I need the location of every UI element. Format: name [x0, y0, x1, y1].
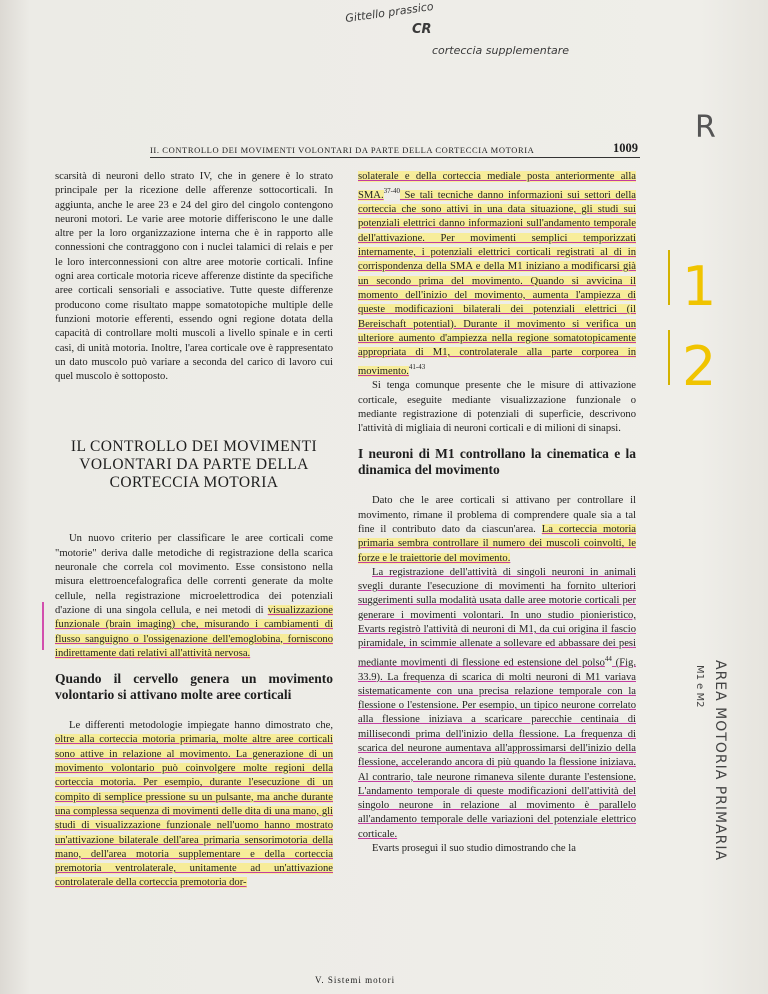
- running-header: II. CONTROLLO DEI MOVIMENTI VOLONTARI DA PARTE DELLA CORTECCIA MOTORIA: [150, 145, 640, 158]
- paragraph: [55, 719, 333, 891]
- page-number: 1009: [613, 141, 638, 155]
- underlined-text: La registrazione dell'attività di singoli neuroni in animali svegli durante l'esecuzione di movimenti ha fornito ulteriori suggerimenti sulla modalità usata dalle aree motorie corticali per generare i movimenti volontari. In uno studio pionieristico, Evarts registrò l'attività di neuroni di M1, da cui origina il fascio piramidale, in scimmie allenate a sollevare ed abbassare dei pesi mediante movimenti di flessione ed estensione del polso: [358, 566, 636, 669]
- paragraph: Evarts proseguì il suo studio dimostrando che la: [372, 843, 576, 855]
- text-run: Un nuovo criterio per classificare le aree corticali come "motorie" deriva dalle metodiche di registrazione della scarica neuronale che correla col movimento. Esse consistono nella misura elettroencefalografica delle correnti generate da molte cellule, nella registrazione microelettrodica dei potenziali d'azione di una singola cellula, e nei metodi di: [55, 533, 333, 616]
- citation: 44: [604, 654, 612, 663]
- paragraph: [358, 170, 636, 379]
- handwritten-mark-two: 2: [682, 335, 717, 398]
- highlighted-text: Se tali tecniche danno informazioni sui settori della corteccia che sono attivi in una data situazione, gli studi sui potenziali elettrici danno informazioni sull'andamento temporale dell'attivazione. Per movimenti semplici temporizzati internamente, i potenziali elettrici corticali registrati al di in corrispondenza della SMA e della M1 iniziano a modificarsi già un secondo prima del movimento. Quando si avvicina il momento dell'inizio del movimento, aumenta l'ampiezza di queste modificazioni bilaterali dei potenziali elettrici (il Bereischaft potential). Durante il movimento si verifica un ulteriore aumento d'ampiezza nella regione somatotopicamente appropriata di M1, controlaterale alla parte corporea in movimento.: [358, 189, 636, 377]
- margin-line: [42, 602, 44, 650]
- handwritten-mark-one: 1: [682, 255, 717, 318]
- handwritten-abbrev: CR: [412, 22, 432, 37]
- paragraph: Si tenga comunque presente che le misure di attivazione corticale, eseguite mediante visualizzazione funzionale o mediante registrazione di potenziali di superficie, descrivono l'attività di migliaia di neuroni corticali e di milioni di sinapsi.: [358, 380, 636, 435]
- margin-line-yellow-2: [668, 330, 670, 385]
- highlighted-text: solaterale e della corteccia mediale posta anteriormente alla SMA.: [358, 171, 636, 201]
- highlighted-text: visualizzazione funzionale (brain imaging) che, misurando i cambiamenti di flusso sanguigno o l'ossigenazione dell'emoglobina, forniscono indirettamente dati relativi all'attività nervosa.: [55, 604, 333, 659]
- subheading: I neuroni di M1 controllano la cinematica e la dinamica del movimento: [358, 446, 636, 478]
- citation: 37-40: [383, 187, 400, 196]
- text-run: Dato che le aree corticali si attivano per controllare il movimento, rimane il problema di comprendere quale sia a tal fine il contributo dato da ciascun'area.: [358, 495, 636, 535]
- highlighted-text: oltre alla corteccia motoria primaria, molte altre aree corticali sono attive in relazione al movimento. La generazione di un movimento volontario può coinvolgere molte regioni della corteccia motoria. Per esempio, durante l'esecuzione di un compito di semplice pressione su un pulsante, ma anche durante una complessa sequenza di movimenti delle dita di una mano, gli studi di visualizzazione funzionale nell'uomo hanno mostrato un'attivazione bilaterale dell'area primaria sensorimotoria della mano, dell'area motoria supplementare e della corteccia premotoria ventrolaterale, unitamente ad un'attivazione controlaterale della corteccia premotoria dor-: [55, 734, 333, 889]
- handwritten-side-note: AREA MOTORIA PRIMARIA: [712, 660, 728, 862]
- text-run: Le differenti metodologie impiegate hanno dimostrato che,: [69, 720, 333, 732]
- subheading: Quando il cervello genera un movimento volontario si attivano molte aree corticali: [55, 671, 333, 703]
- page-footer: V. Sistemi motori: [315, 975, 396, 985]
- paragraph: [55, 532, 333, 661]
- paragraph: [358, 566, 636, 842]
- margin-line-yellow: [668, 250, 670, 305]
- left-column: [55, 170, 333, 891]
- handwritten-letter-r: R: [695, 110, 716, 145]
- section-title: IL CONTROLLO DEI MOVIMENTI VOLONTARI DA PARTE DELLA CORTECCIA MOTORIA: [70, 438, 318, 492]
- citation: 41-43: [408, 363, 426, 372]
- paragraph: [358, 494, 636, 565]
- paragraph: scarsità di neuroni dello strato IV, che in genere è lo strato principale per la ricezione delle afferenze sottocorticali. In aggiunta, anche le aree 23 e 24 del giro del cingolo contengono neuroni motori. Le varie aree motorie differiscono le une dalle altre per la loro organizzazione interna che è in rapporto alle connessioni che contraggono con i nuclei talamici di relais e per le loro interconnessioni con altre aree motorie corticali. Infine ogni area corticale motoria riceve afferenze distinte da specifiche aree corticali sensoriali e associative. Tutte queste differenze producono come risultato mappe somatotopiche multiple delle funzioni motorie efferenti, essendo ogni regione dotata della capacità di controllare molti muscoli a livello spinale e in certi casi, di unità motoria. Inoltre, l'area corticale ove è rappresentato un dato muscolo può variare a seconda del carico di lavoro cui quel muscolo è sottoposto.: [55, 171, 333, 383]
- highlighted-text: La corteccia motoria primaria sembra controllare il numero dei muscoli coinvolti, le forze e le traiettorie del movimento.: [358, 524, 636, 564]
- handwritten-note-cortex: corteccia supplementare: [432, 44, 570, 57]
- handwritten-side-small: M1 e M2: [694, 665, 705, 708]
- underlined-text: (Fig. 33.9). La frequenza di scarica di molti neuroni di M1 variava sistematicamente con una precisa relazione temporale con la flessione o l'estensione. Per esempio, un tipico neurone correlato alla flessione iniziava a scaricare parecchie centinaia di millisecondi prima dell'inizio della flessione. La frequenza di scarica del neurone aumentava all'approssimarsi dell'inizio della flessione, accelerando ancora di più quando la flessione iniziava. Al contrario, tale neurone rimaneva silente durante l'estensione. L'andamento temporale di queste modificazioni dell'attività del singolo neurone in relazione al movimento è parallelo all'andamento temporale delle variazioni del potenziale elettrico corticale.: [358, 657, 636, 840]
- handwritten-note-top: Gittello prassico: [344, 0, 435, 26]
- right-column: [358, 170, 636, 856]
